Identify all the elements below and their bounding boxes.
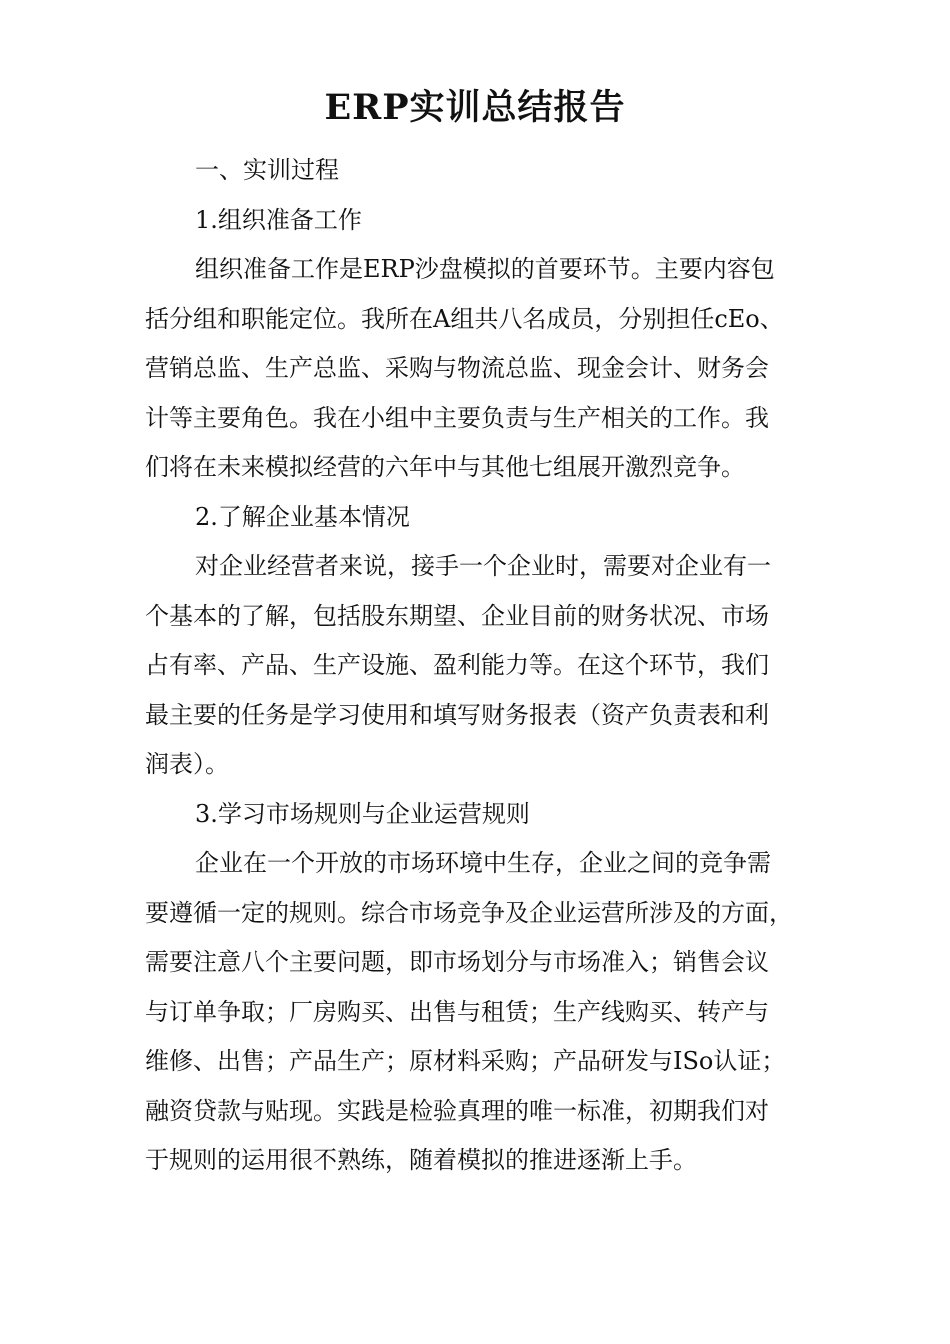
text-line: 一、实训过程 (195, 156, 339, 184)
text-line: 2.了解企业基本情况 (195, 502, 410, 531)
text-line: 要遵循一定的规则。综合市场竞争及企业运营所涉及的方面， (145, 898, 793, 927)
text-line: 组织准备工作是ERP沙盘模拟的首要环节。主要内容包 (195, 255, 775, 283)
text-line: 最主要的任务是学习使用和填写财务报表（资产负责表和利 (145, 700, 769, 729)
text-line: 润表）。 (145, 750, 229, 778)
text-line: 融资贷款与贴现。实践是检验真理的唯一标准，初期我们对 (145, 1096, 769, 1125)
text-line: 与订单争取；厂房购买、出售与租赁；生产线购买、转产与 (145, 997, 769, 1026)
text-line: 需要注意八个主要问题，即市场划分与市场准入；销售会议 (145, 948, 769, 976)
document-body (145, 146, 810, 1186)
text-line: 括分组和职能定位。我所在A组共八名成员，分别担任cEo、 (145, 304, 784, 333)
text-line: 于规则的运用很不熟练，随着模拟的推进逐渐上手。 (145, 1146, 697, 1174)
text-line: 企业在一个开放的市场环境中生存，企业之间的竞争需 (195, 849, 771, 877)
text-line: 占有率、产品、生产设施、盈利能力等。在这个环节，我们 (145, 651, 769, 679)
text-line: 们将在未来模拟经营的六年中与其他七组展开激烈竞争。 (145, 453, 745, 481)
text-line: 维修、出售；产品生产；原材料采购；产品研发与ISo认证； (145, 1047, 786, 1075)
text-line: 营销总监、生产总监、采购与物流总监、现金会计、财务会 (145, 354, 769, 382)
text-line: 对企业经营者来说，接手一个企业时，需要对企业有一 (195, 552, 771, 580)
text-line: 1.组织准备工作 (195, 205, 362, 234)
document-title: ERP实训总结报告 (324, 87, 626, 128)
text-line: 个基本的了解，包括股东期望、企业目前的财务状况、市场 (145, 601, 769, 630)
text-line: 3.学习市场规则与企业运营规则 (195, 799, 530, 828)
text-line: 计等主要角色。我在小组中主要负责与生产相关的工作。我 (145, 403, 769, 432)
